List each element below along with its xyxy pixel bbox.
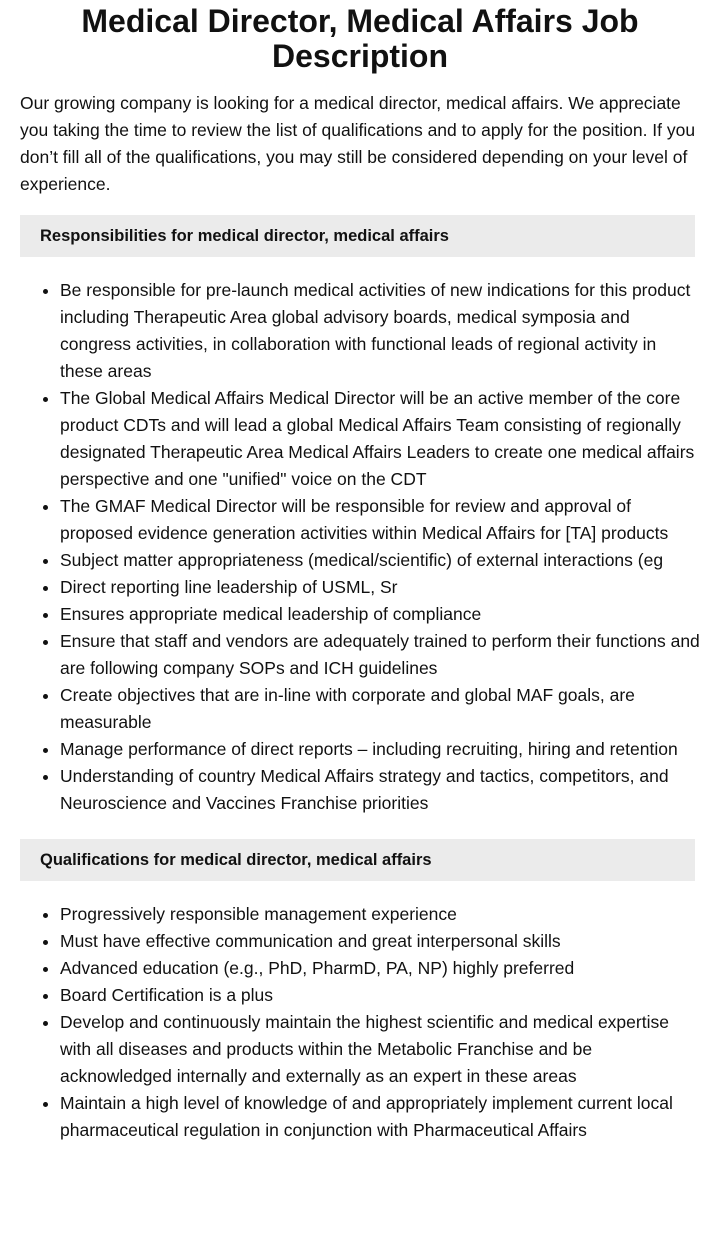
list-item: • Board Certification is a plus (60, 982, 700, 1009)
list-item: • Be responsible for pre-launch medical activities of new indications for this product including Therapeutic Area global advisory boards, medical symposia and congress activities, in collaboration with functional leads of regional activity in these areas (60, 277, 700, 385)
list-item: • Manage performance of direct reports – including recruiting, hiring and retention (60, 736, 700, 763)
list-item: • Ensure that staff and vendors are adequately trained to perform their functions and are following company SOPs and ICH guidelines (60, 628, 700, 682)
list-item: • Maintain a high level of knowledge of and appropriately implement current local pharmaceutical regulation in conjunction with Pharmaceutical Affairs (60, 1090, 700, 1144)
list-item: • Progressively responsible management experience (60, 901, 700, 928)
intro-paragraph: Our growing company is looking for a medical director, medical affairs. We appreciate you taking the time to review the list of qualifications and to apply for the position. If you don’t fill all of the qualifications, you may still be considered depending on your level of experience. (20, 93, 696, 194)
list-item: • Subject matter appropriateness (medical/scientific) of external interactions (eg (60, 547, 700, 574)
responsibilities-heading: Responsibilities for medical director, medical affairs (20, 215, 695, 257)
list-item: • Create objectives that are in-line with corporate and global MAF goals, are measurable (60, 682, 700, 736)
list-item: • Advanced education (e.g., PhD, PharmD, PA, NP) highly preferred (60, 955, 700, 982)
responsibilities-list (0, 277, 700, 817)
list-item: • Understanding of country Medical Affairs strategy and tactics, competitors, and Neuroscience and Vaccines Franchise priorities (60, 763, 700, 817)
list-item: • Develop and continuously maintain the highest scientific and medical expertise with all diseases and products within the Metabolic Franchise and be acknowledged internally and externally as an expert in these areas (60, 1009, 700, 1090)
list-item: • Ensures appropriate medical leadership of compliance (60, 601, 700, 628)
list-item: • Must have effective communication and great interpersonal skills (60, 928, 700, 955)
list-item: • Direct reporting line leadership of USML, Sr (60, 574, 700, 601)
page-title: Medical Director, Medical Affairs Job Description (81, 3, 639, 74)
list-item: • The Global Medical Affairs Medical Director will be an active member of the core product CDTs and will lead a global Medical Affairs Team consisting of regionally designated Therapeutic Area Medical Affairs Leaders to create one medical affairs perspective and one "unified" voice on the CDT (60, 385, 700, 493)
list-item: • The GMAF Medical Director will be responsible for review and approval of proposed evidence generation activities within Medical Affairs for [TA] products (60, 493, 700, 547)
qualifications-list (0, 901, 700, 1144)
qualifications-heading: Qualifications for medical director, medical affairs (20, 839, 695, 881)
